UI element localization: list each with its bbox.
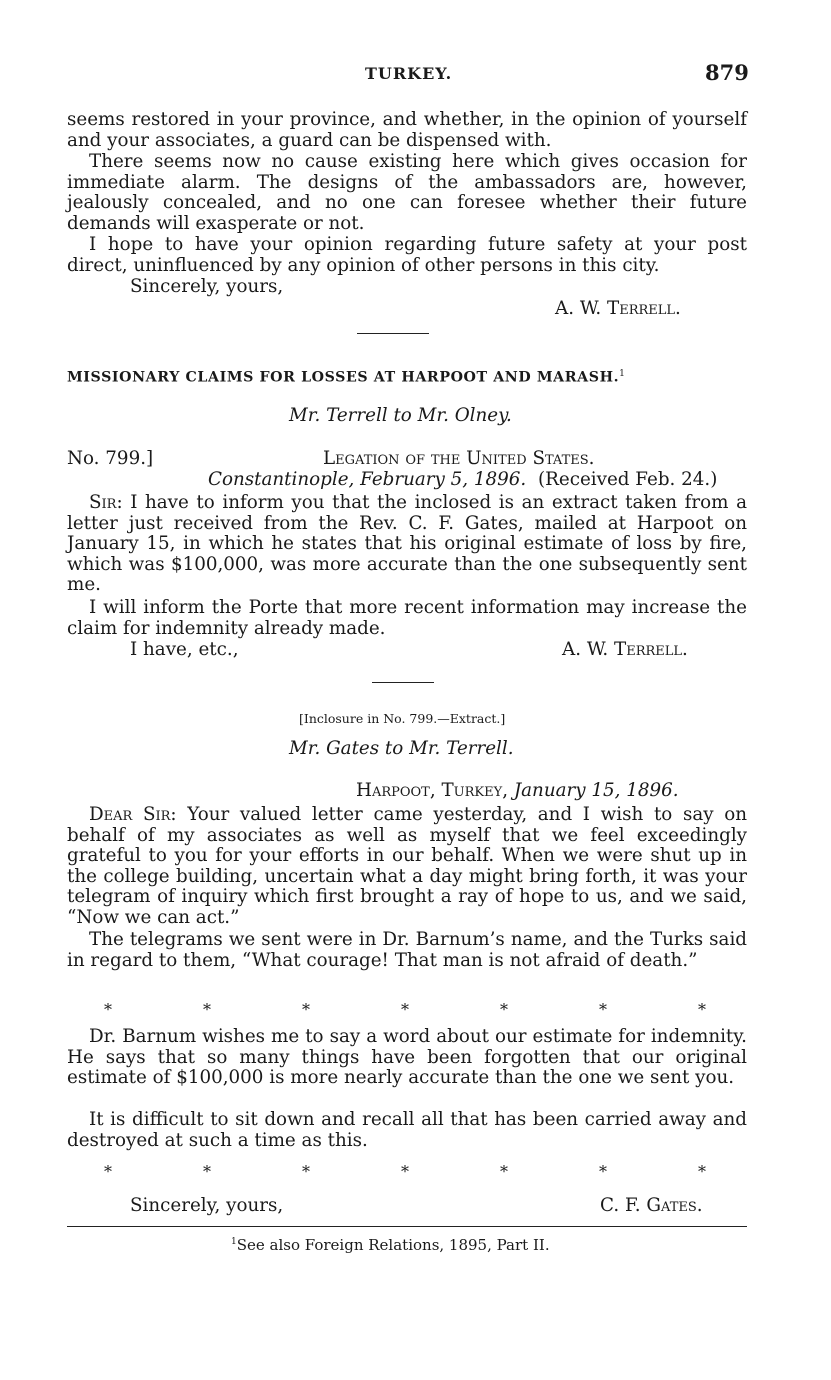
section-divider	[357, 333, 429, 334]
star: *	[698, 1000, 706, 1019]
star: *	[500, 1162, 508, 1181]
legation-line: Legation of the United States.	[323, 448, 595, 469]
section-title	[67, 369, 625, 386]
ellipsis-stars	[104, 1000, 706, 1019]
star: *	[698, 1162, 706, 1181]
star: *	[104, 1000, 112, 1019]
paragraph: It is difficult to sit down and recall all that has been carried away and destroyed at such a time as this.	[67, 1109, 747, 1151]
paragraph: Dr. Barnum wishes me to say a word about our estimate for indemnity. He says that so many things have been forgotten that our original estimate of $100,000 is more nearly accurate than the one we sent you.	[67, 1026, 747, 1089]
letter-heading: Mr. Gates to Mr. Terrell.	[289, 738, 514, 759]
running-title: TURKEY.	[365, 64, 453, 83]
paragraph: There seems now no cause existing here which gives occasion for immediate alarm. The designs of the ambassadors are, however, jealously concealed, and no one can foresee whether their future demands will exasperate or not.	[67, 151, 747, 234]
footnote-marker: 1	[231, 1237, 237, 1247]
closing: Sincerely, yours,	[130, 276, 284, 297]
footnote-rule	[67, 1226, 747, 1227]
star: *	[302, 1000, 310, 1019]
letter-heading: Mr. Terrell to Mr. Olney.	[289, 405, 512, 426]
footnote-ref: 1	[619, 369, 626, 379]
paragraph-continued: seems restored in your province, and whether, in the opinion of yourself and your associates, a guard can be dispensed with.	[67, 109, 747, 151]
star: *	[401, 1000, 409, 1019]
inclosure-label: [Inclosure in No. 799.—Extract.]	[299, 711, 506, 726]
section-divider	[372, 682, 434, 683]
paragraph	[67, 805, 747, 929]
signature: A. W. Terrell.	[562, 639, 688, 660]
page-number: 879	[705, 60, 749, 85]
star: *	[203, 1162, 211, 1181]
salutation: Dear Sir:	[89, 804, 177, 825]
place-date-line	[356, 780, 679, 801]
signature: A. W. Terrell.	[555, 298, 681, 319]
footnote-text: See also Foreign Relations, 1895, Part II.	[236, 1236, 550, 1254]
paragraph	[67, 493, 747, 596]
paragraph: I will inform the Porte that more recent information may increase the claim for indemnity already made.	[67, 597, 747, 639]
place: Harpoot, Turkey,	[356, 780, 509, 801]
signature: C. F. Gates.	[600, 1195, 703, 1216]
closing: I have, etc.,	[130, 639, 239, 660]
section-title-text: MISSIONARY CLAIMS FOR LOSSES AT HARPOOT AND MARASH.	[67, 369, 620, 386]
paragraph-text: I have to inform you that the inclosed is an extract taken from a letter just received from the Rev. C. F. Gates, mailed at Harpoot on January 15, in which he states that his original estimate of loss by fire, which was $100,000, was more accurate than the one subsequently sent me.	[67, 492, 747, 596]
dispatch-number: No. 799.]	[67, 448, 154, 469]
place-date: Constantinople, February 5, 1896.	[208, 469, 527, 490]
star: *	[599, 1000, 607, 1019]
paragraph: The telegrams we sent were in Dr. Barnum’s name, and the Turks said in regard to them, “What courage! That man is not afraid of death.”	[67, 929, 747, 971]
star: *	[104, 1162, 112, 1181]
received-date: (Received Feb. 24.)	[538, 469, 718, 490]
footnote	[231, 1236, 550, 1254]
star: *	[401, 1162, 409, 1181]
paragraph: I hope to have your opinion regarding future safety at your post direct, uninfluenced by any opinion of other persons in this city.	[67, 234, 747, 276]
star: *	[302, 1162, 310, 1181]
star: *	[500, 1000, 508, 1019]
closing: Sincerely, yours,	[130, 1195, 284, 1216]
date: January 15, 1896.	[513, 780, 679, 801]
star: *	[599, 1162, 607, 1181]
star: *	[203, 1000, 211, 1019]
paragraph-text: Your valued letter came yesterday, and I wish to say on behalf of my associates as well as myself that we feel exceedingly grateful to you for your efforts in our behalf. When we were shut up in the college building, uncertain what a day might bring forth, it was your telegram of inquiry which first brought a ray of hope to us, and we said, “Now we can act.”	[67, 804, 747, 928]
ellipsis-stars	[104, 1162, 706, 1181]
place-date-line	[208, 469, 717, 490]
salutation: Sir:	[89, 492, 123, 513]
